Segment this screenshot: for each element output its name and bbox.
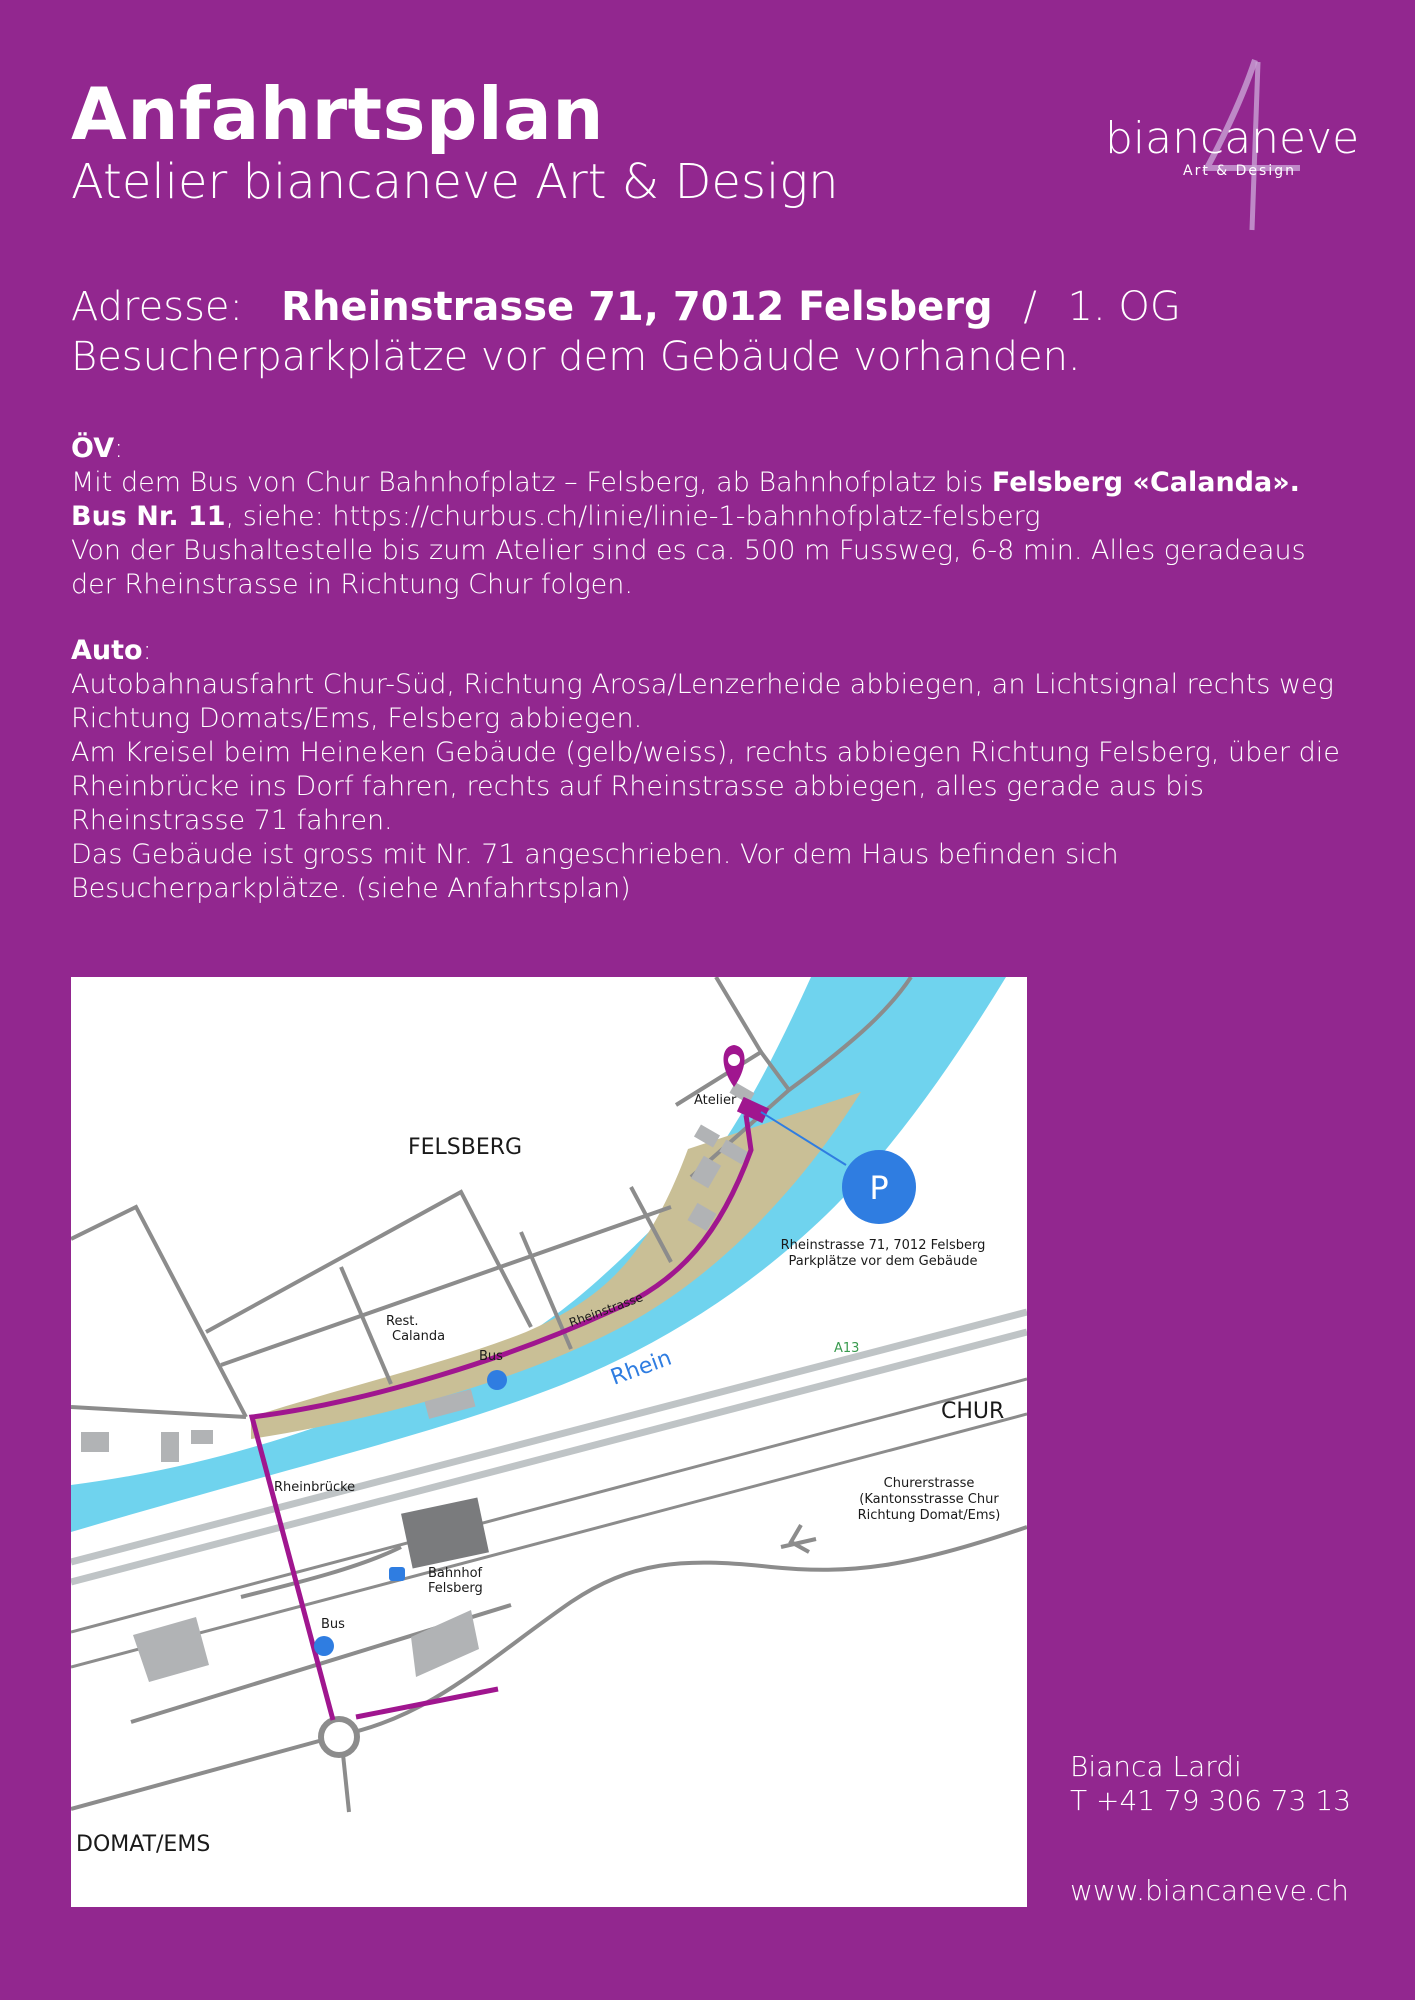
- contact-phone[interactable]: T +41 79 306 73 13: [1070, 1784, 1352, 1817]
- map-label-bus-calanda: Bus: [479, 1349, 503, 1364]
- ov-link-text: , siehe: https://churbus.ch/linie/linie-1-bahnhofplatz-felsberg: [225, 501, 1041, 532]
- ov-walking-text: Von der Bushaltestelle bis zum Atelier sind es ca. 500 m Fussweg, 6-8 min. Alles geradeaus der Rheinstrasse in Richtung Chur folgen.: [71, 535, 1306, 600]
- map-label-calanda: Calanda: [392, 1329, 446, 1344]
- car-paragraph-2: Am Kreisel beim Heineken Gebäude (gelb/weiss), rechts abbiegen Richtung Felsberg, über die Rheinbrücke ins Dorf fahren, rechts auf Rheinstrasse abbiegen, alles gerade aus bis Rheinstrasse 71 fahren.: [71, 737, 1340, 836]
- website-link[interactable]: www.biancaneve.ch: [1070, 1874, 1349, 1907]
- map-label-rest: Rest.: [386, 1314, 419, 1329]
- bus-stop-calanda-icon: [487, 1370, 507, 1390]
- contact-block: [1070, 1750, 1351, 1818]
- map-label-atelier: Atelier: [694, 1093, 737, 1108]
- map-label-bus-bahnhof: Bus: [321, 1617, 345, 1632]
- address-separator: /: [1023, 284, 1037, 330]
- biancaneve-logo: [1095, 50, 1375, 240]
- map-label-parking-address: Rheinstrasse 71, 7012 Felsberg: [780, 1238, 986, 1253]
- route-map: [71, 977, 1027, 1907]
- railway-line-south: [71, 1414, 1027, 1667]
- car-paragraph-3: Das Gebäude ist gross mit Nr. 71 angeschrieben. Vor dem Haus befinden sich Besucherparkplätze. (siehe Anfahrtsplan): [71, 839, 1119, 904]
- bus-stop-bahnhof-icon: [314, 1636, 334, 1656]
- map-label-rheinbruecke: Rheinbrücke: [274, 1480, 356, 1495]
- address-parking: Besucherparkplätze vor dem Gebäude vorhanden.: [71, 334, 1081, 380]
- train-icon: [389, 1567, 405, 1581]
- address-street: Rheinstrasse 71, 7012 Felsberg: [281, 284, 993, 330]
- map-label-rheinstrasse: Rheinstrasse: [567, 1290, 645, 1330]
- address-label: Adresse:: [71, 284, 243, 330]
- lower-roads: [71, 1525, 1027, 1812]
- address-floor: 1. OG: [1067, 284, 1181, 330]
- map-label-a13: A13: [834, 1341, 860, 1356]
- map-label-bahnhof: Bahnhof: [428, 1566, 483, 1581]
- ov-bus-stop: Felsberg «Calanda». Bus Nr. 11: [71, 467, 1300, 532]
- map-label-richtung: Richtung Domat/Ems): [857, 1508, 1001, 1523]
- map-label-rhein: Rhein: [607, 1345, 676, 1391]
- map-label-felsberg-station: Felsberg: [428, 1581, 483, 1596]
- car-paragraph-1: Autobahnausfahrt Chur-Süd, Richtung Arosa/Lenzerheide abbiegen, an Lichtsignal rechts weg Richtung Domats/Ems, Felsberg abbiegen.: [71, 669, 1334, 734]
- map-label-kantonsstrasse: (Kantonsstrasse Chur: [859, 1492, 999, 1507]
- route-line-east: [356, 1689, 498, 1717]
- map-label-felsberg: FELSBERG: [408, 1135, 523, 1160]
- public-transport-section: ÖV: Mit dem Bus von Chur Bahnhofplatz – Felsberg, ab Bahnhofplatz bis Felsberg «Calanda». Bus Nr. 11, siehe: https://churbus.ch/linie/linie-1-bahnhofplatz-felsberg Von der Bushaltestelle bis zum Atelier sind es ca. 500 m Fussweg, 6-8 min. Alles geradeaus der Rheinstrasse in Richtung Chur folgen.: [71, 432, 1341, 602]
- car-section: Auto: Autobahnausfahrt Chur-Süd, Richtung Arosa/Lenzerheide abbiegen, an Lichtsignal rechts weg Richtung Domats/Ems, Felsberg abbiegen. Am Kreisel beim Heineken Gebäude (gelb/weiss), rechts abbiegen Richtung Felsberg, über die Rheinbrücke ins Dorf fahren, rechts auf Rheinstrasse abbiegen, alles gerade aus bis Rheinstrasse 71 fahren. Das Gebäude ist gross mit Nr. 71 angeschrieben. Vor dem Haus befinden sich Besucherparkplätze. (siehe Anfahrtsplan): [71, 635, 1340, 904]
- logo-tagline: Art & Design: [1183, 163, 1296, 179]
- map-label-chur: CHUR: [941, 1399, 1005, 1424]
- address-block: [71, 282, 1181, 382]
- ov-text-a: Mit dem Bus von Chur Bahnhofplatz – Felsberg, ab Bahnhofplatz bis: [71, 467, 992, 498]
- contact-name: Bianca Lardi: [1070, 1750, 1242, 1783]
- map-label-parking-info: Parkplätze vor dem Gebäude: [788, 1254, 978, 1269]
- parking-symbol: P: [869, 1169, 889, 1207]
- roundabout: [321, 1719, 357, 1755]
- page-subtitle: Atelier biancaneve Art & Design: [71, 154, 839, 210]
- map-label-domat-ems: DOMAT/EMS: [76, 1832, 211, 1857]
- public-transport-heading: ÖV: [71, 433, 115, 464]
- logo-wordmark: biancaneve: [1105, 113, 1360, 164]
- map-label-churerstrasse: Churerstrasse: [883, 1476, 975, 1491]
- page-title: Anfahrtsplan: [71, 72, 604, 156]
- car-heading: Auto: [71, 635, 143, 666]
